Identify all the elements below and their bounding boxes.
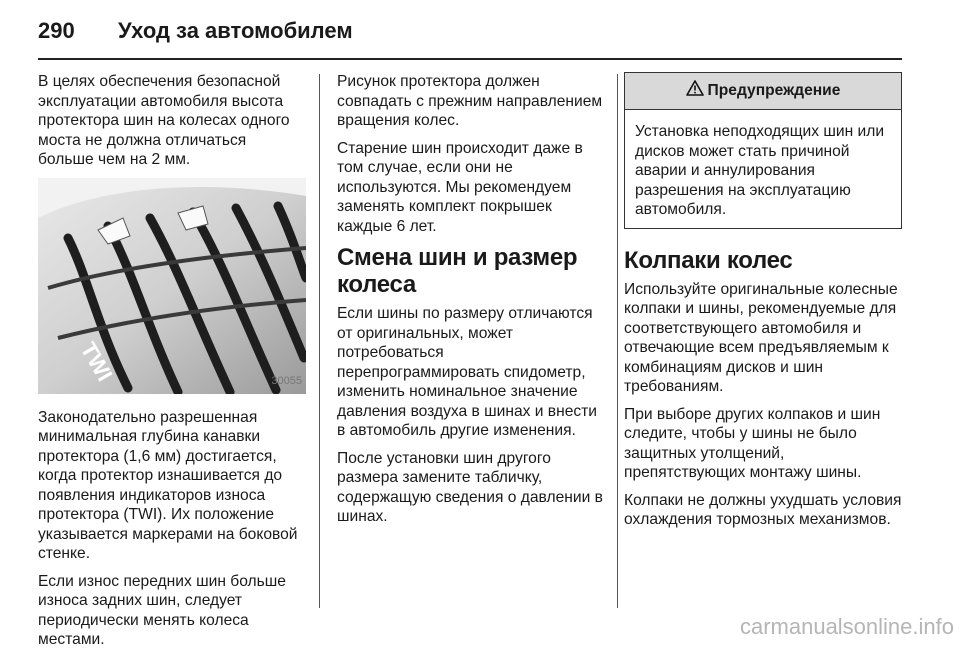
warning-text: Установка неподходящих шин или дисков может стать причиной аварии и аннулирования разрешения на эксплуатацию автомобиля.: [635, 123, 885, 218]
column-divider: [617, 74, 618, 608]
column-1: [38, 72, 306, 658]
paragraph: В целях обеспечения безопасной эксплуатации автомобиля высота протектора шин на колесах одного моста не должна отличаться больше чем на 2 мм.: [38, 73, 290, 168]
paragraph: После установки шин другого размера замените табличку, содержащую сведения о давлении в шинах.: [337, 449, 603, 525]
paragraph: Законодательно разрешенная минимальная глубина канавки протектора (1,6 мм) достигается, когда протектор изнашивается до появления индикаторов износа протектора (TWI). Их положение указывается маркерами на боковой стенке.: [38, 408, 298, 562]
warning-title: Предупреждение: [707, 82, 841, 100]
twi-marker-label: TWI: [75, 337, 118, 385]
site-watermark: carmanualsonline.info: [739, 614, 954, 639]
column-divider: [319, 74, 320, 608]
section-heading: Смена шин и размер колеса: [337, 244, 578, 298]
page-number: 290: [38, 18, 75, 43]
paragraph: Если износ передних шин больше износа задних шин, следует периодически менять колеса местами.: [38, 572, 286, 648]
chapter-title: Уход за автомобилем: [118, 18, 353, 43]
page-header: [38, 18, 353, 52]
section-heading: Колпаки колес: [624, 246, 793, 274]
tire-tread-illustration: [38, 178, 306, 394]
paragraph: Используйте оригинальные колесные колпаки и шины, рекомендуемые для соответствующего автомобиля и отвечающие всем предъявляемым к комбинациям дисков и шин требованиям.: [624, 280, 898, 395]
paragraph: Колпаки не должны ухудшать условия охлаждения тормозных механизмов.: [624, 491, 902, 528]
warning-triangle-icon: [686, 80, 704, 102]
paragraph: При выборе других колпаков и шин следите, чтобы у шины не было защитных утолщений, препятствующих монтажу шины.: [624, 405, 881, 481]
paragraph: Старение шин происходит даже в том случае, если они не используются. Мы рекомендуем заменять комплект покрышек каждые 6 лет.: [337, 139, 583, 235]
figure-code: 30055: [271, 375, 302, 387]
paragraph: Если шины по размеру отличаются от оригинальных, может потребоваться перепрограммировать спидометр, изменить номинальное значение давления воздуха в шинах и внести в автомобиль другие изменения.: [337, 305, 598, 439]
column-2: [337, 72, 605, 535]
column-3: [624, 72, 902, 538]
paragraph: Рисунок протектора должен совпадать с прежним направлением вращения колес.: [337, 73, 603, 129]
header-rule: [38, 58, 902, 60]
warning-box: [624, 72, 902, 229]
warning-header: [625, 73, 901, 110]
tire-tread-figure: [38, 178, 306, 394]
